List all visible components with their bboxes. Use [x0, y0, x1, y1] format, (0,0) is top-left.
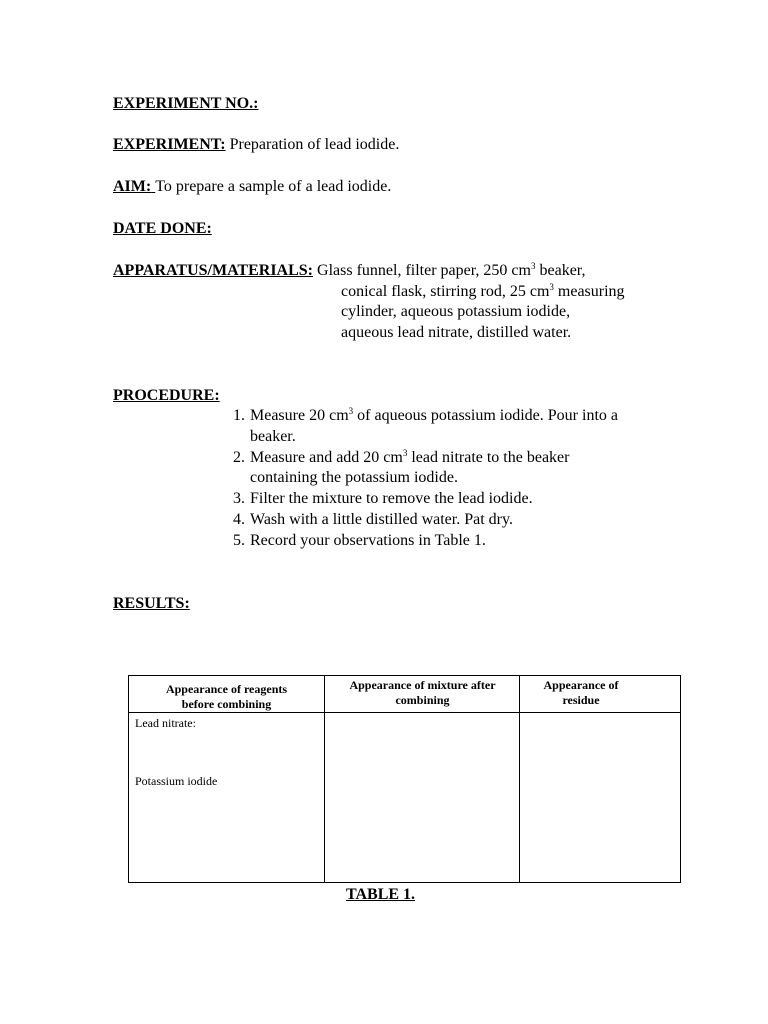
procedure-step: 4. Wash with a little distilled water. Pat dry. [233, 510, 513, 528]
cell-potassium-iodide: Potassium iodide [135, 774, 218, 788]
experiment-value: Preparation of lead iodide. [229, 136, 400, 153]
procedure-step: 1. Measure 20 $cm^3$ of aqueous potassium iodide. Pour into a beaker. [233, 406, 618, 445]
procedure-step: 2. Measure and add 20 $cm^3$ lead nitrate to the beaker containing the potassium iodide. [233, 447, 570, 487]
procedure-step: 3. Filter the mixture to remove the lead iodide. [233, 490, 533, 508]
aim-line [113, 177, 391, 197]
apparatus-sup-1: 3 [530, 261, 536, 271]
header-divider [129, 712, 680, 713]
experiment-line [113, 135, 399, 155]
date-done-label: DATE DONE: [113, 220, 212, 237]
table-caption: TABLE 1. [346, 886, 416, 903]
aim-label: AIM: [113, 178, 152, 195]
procedure-step: 5. Record your observations in Table 1. [233, 531, 486, 549]
experiment-no-label: EXPERIMENT NO.: [113, 95, 259, 112]
observations-table [128, 675, 681, 883]
table-header-reagents: Appearance of reagents before combining [165, 682, 288, 711]
apparatus-line-2 [341, 282, 625, 302]
column-divider [519, 676, 520, 882]
apparatus-line-1 [113, 261, 585, 281]
apparatus-line-3: cylinder, aqueous potassium iodide, [341, 303, 571, 320]
column-divider [324, 676, 325, 882]
table-header-mixture: Appearance of mixture after combining [349, 678, 496, 707]
experiment-label: EXPERIMENT: [113, 136, 226, 153]
apparatus-text-2b: measuring [553, 283, 625, 300]
cell-lead-nitrate: Lead nitrate: [135, 716, 196, 730]
apparatus-text-1b: beaker, [535, 262, 586, 279]
aim-value: To prepare a sample of a lead iodide. [155, 178, 392, 195]
apparatus-line-4: aqueous lead nitrate, distilled water. [341, 324, 572, 341]
results-label: RESULTS: [113, 595, 190, 612]
apparatus-label: APPARATUS/MATERIALS: [113, 262, 314, 279]
apparatus-text-2a: conical flask, stirring rod, 25 cm [341, 283, 550, 300]
apparatus-sup-2: 3 [549, 282, 554, 292]
procedure-list [225, 406, 665, 552]
table-header-residue: Appearance of residue [543, 678, 619, 707]
procedure-label: PROCEDURE: [113, 387, 220, 404]
apparatus-text-1a: Glass funnel, filter paper, 250 cm [317, 262, 531, 279]
